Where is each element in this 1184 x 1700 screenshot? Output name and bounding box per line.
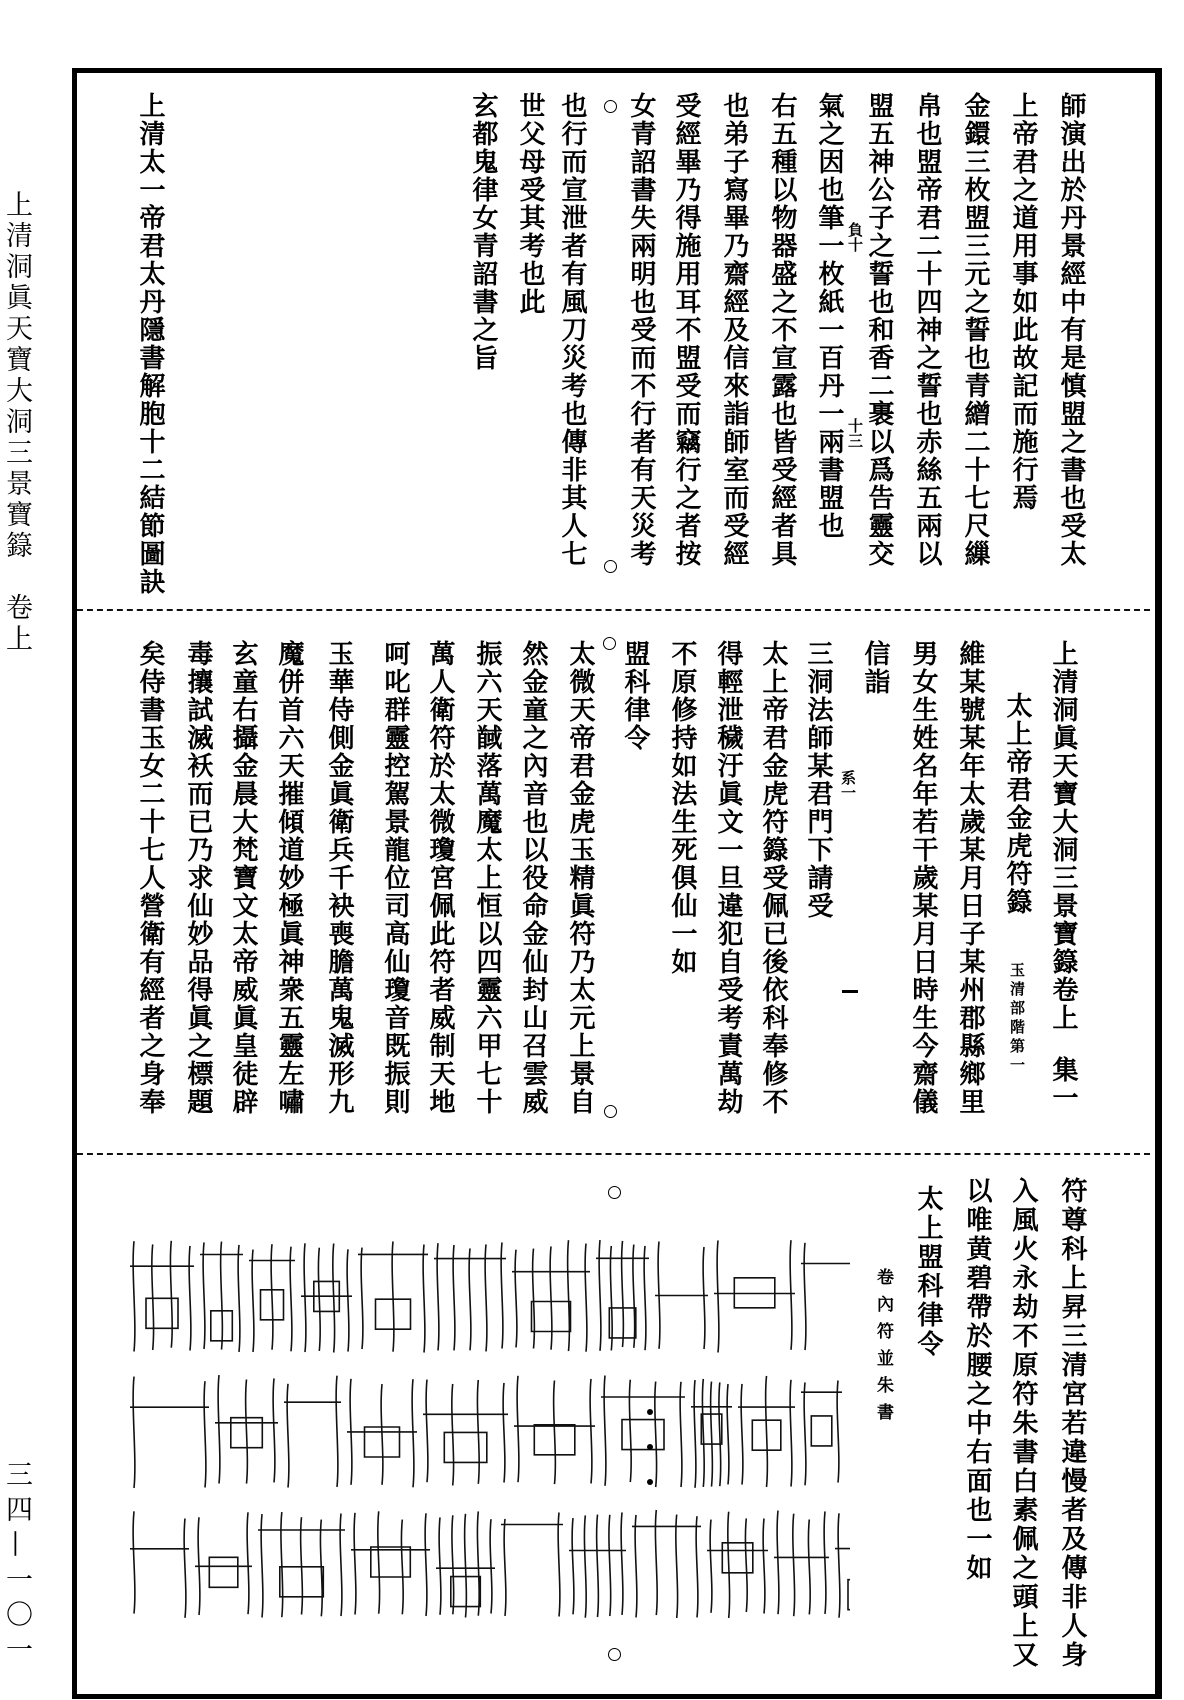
section-divider [77, 609, 1150, 611]
talisman-glyph [801, 1381, 842, 1486]
talisman-dot [647, 1409, 653, 1415]
talisman-glyph [801, 1241, 850, 1351]
text-column: 帛也盟帝君二十四神之誓也赤絲五兩以 [912, 92, 942, 568]
text-column: 不原修持如法生死俱仙一如 [667, 640, 697, 976]
scripture-subheading: 太上帝君金虎符籙 [1002, 692, 1032, 916]
text-column: 玄童右攝金晨大梵寶文太帝威眞皇徒辟 [228, 640, 258, 1116]
talisman-dot [647, 1444, 653, 1450]
text-column: 氣之因也筆一枚紙一百丹一兩書盟也 [814, 92, 844, 540]
circle-mark [603, 637, 616, 650]
talisman-dot [647, 1479, 653, 1485]
talisman-glyph [436, 1511, 495, 1617]
book-title-margin: 上清洞眞天寶大洞三景寶籙 卷上 [1, 190, 32, 655]
talisman-glyph [512, 1240, 590, 1352]
text-column: 盟五神公子之誓也和香二裹以爲告靈交 [864, 92, 894, 568]
talisman-glyph [596, 1240, 649, 1351]
scripture-heading: 上清洞眞天寶大洞三景寶籙卷上 [1048, 640, 1078, 1032]
talisman-glyph [301, 1243, 352, 1352]
talisman-glyph [347, 1379, 417, 1488]
talisman-glyph [258, 1512, 345, 1617]
talisman-glyph [501, 1513, 563, 1617]
talisman-glyph [130, 1511, 189, 1618]
talisman-glyph [632, 1510, 701, 1618]
talisman-glyph [707, 1512, 768, 1618]
text-column: 以唯黄碧帶於腰之中右面也一如 [962, 1177, 992, 1583]
talisman-glyph [569, 1512, 626, 1617]
section-title: 上清太一帝君太丹隱書解胞十二結節圖訣 [135, 92, 165, 596]
text-column: 世父母受其考也此 [515, 92, 545, 316]
text-column: 入風火永劫不原符朱書白素佩之頭上又 [1008, 1177, 1038, 1670]
text-column: 也行而宣泄者有風刀災考也傳非其人七 [557, 92, 587, 568]
text-column: 維某號某年太歲某月日子某州郡縣鄉里 [955, 640, 985, 1116]
talisman-glyph [195, 1512, 252, 1615]
subheading-note: 玉清部階第一 [1008, 962, 1026, 1076]
text-column: 矣侍書玉女二十七人營衛有經者之身奉 [135, 640, 165, 1116]
text-column: 符尊科上昇三清宮若違慢者及傳非人身 [1057, 1177, 1087, 1670]
circle-mark [608, 1648, 621, 1661]
text-column: 師演出於丹景經中有是慎盟之書也受太 [1056, 92, 1086, 568]
circle-mark [608, 1186, 621, 1199]
text-column: 三洞法師某君門下請受 [803, 640, 833, 920]
text-column: 魔併首六天摧傾道妙極眞神衆五靈左嘯 [274, 640, 304, 1116]
talisman-glyph [691, 1379, 732, 1488]
talisman-glyph [601, 1376, 685, 1488]
talisman-glyph [835, 1513, 850, 1618]
text-column: 太上帝君金虎符籙受佩已後依科奉修不 [758, 640, 788, 1116]
text-column: 太微天帝君金虎玉精眞符乃太元上景自 [565, 640, 595, 1116]
talisman-glyph [714, 1240, 795, 1352]
text-column: 玉華侍側金眞衛兵千袂喪膽萬鬼滅形九 [324, 640, 354, 1116]
text-column: 信詣 [860, 640, 890, 696]
text-column: 毒攘試滅袄而已乃求仙妙品得眞之標題 [183, 640, 213, 1116]
talisman-glyph [249, 1244, 295, 1352]
annotation-note: 十三 [846, 418, 864, 448]
text-column: 盟科律令 [620, 640, 650, 752]
text-column: 右五種以物器盛之不宣露也皆受經者具 [767, 92, 797, 568]
text-column: 女青詔書失兩明也受而不行者有天災考 [626, 92, 656, 568]
talisman-glyph [200, 1242, 243, 1352]
talisman-glyph [351, 1511, 430, 1616]
text-column: 受經畢乃得施用耳不盟受而竊行之者按 [671, 92, 701, 568]
text-column: 也弟子寫畢乃齋經及信來詣師室而受經 [719, 92, 749, 568]
talisman-glyph [284, 1376, 341, 1488]
talisman-glyph [130, 1241, 194, 1352]
circle-mark [604, 560, 617, 573]
section-divider [77, 1153, 1150, 1155]
text-column: 得輕泄穢汙眞文一旦違犯自受考責萬劫 [713, 640, 743, 1116]
text-column: 金鐶三枚盟三元之誓也青繒二十七尺繅 [960, 92, 990, 568]
circle-mark [604, 100, 617, 113]
talisman-note: 卷內符並朱書 [873, 1268, 893, 1430]
page-number: 三四—一〇一 [1, 1460, 32, 1670]
text-column: 上帝君之道用事如此故記而施行焉 [1008, 92, 1038, 512]
talisman-glyph [358, 1241, 428, 1352]
dash-mark [842, 990, 858, 993]
heading-note: 集一 [1048, 1056, 1078, 1112]
text-column: 然金童之內音也以役命金仙封山召雲威 [518, 640, 548, 1116]
text-column: 萬人衛符於太微瓊宮佩此符者威制天地 [425, 640, 455, 1116]
side-note: 系一 [839, 770, 857, 800]
talisman-glyph [774, 1511, 829, 1617]
text-column: 呵叱群靈控駕景龍位司高仙瓊音既振則 [380, 640, 410, 1116]
text-column: 太上盟科律令 [913, 1185, 943, 1359]
talisman-glyph [215, 1375, 278, 1484]
text-column: 男女生姓名年若干歲某月日時生今齋儀 [908, 640, 938, 1116]
talisman-seal-image [125, 1232, 850, 1627]
talisman-glyph [655, 1242, 708, 1350]
talisman-glyph [738, 1376, 795, 1487]
talisman-glyph [423, 1380, 508, 1486]
text-column: 振六天馘落萬魔太上恒以四靈六甲七十 [472, 640, 502, 1116]
talisman-glyph [434, 1242, 506, 1351]
talisman-glyph [130, 1377, 209, 1488]
text-column: 玄都鬼律女青詔書之旨 [468, 92, 498, 372]
circle-mark [604, 1105, 617, 1118]
talisman-glyph [514, 1376, 595, 1484]
annotation-note: 負十 [846, 222, 864, 252]
